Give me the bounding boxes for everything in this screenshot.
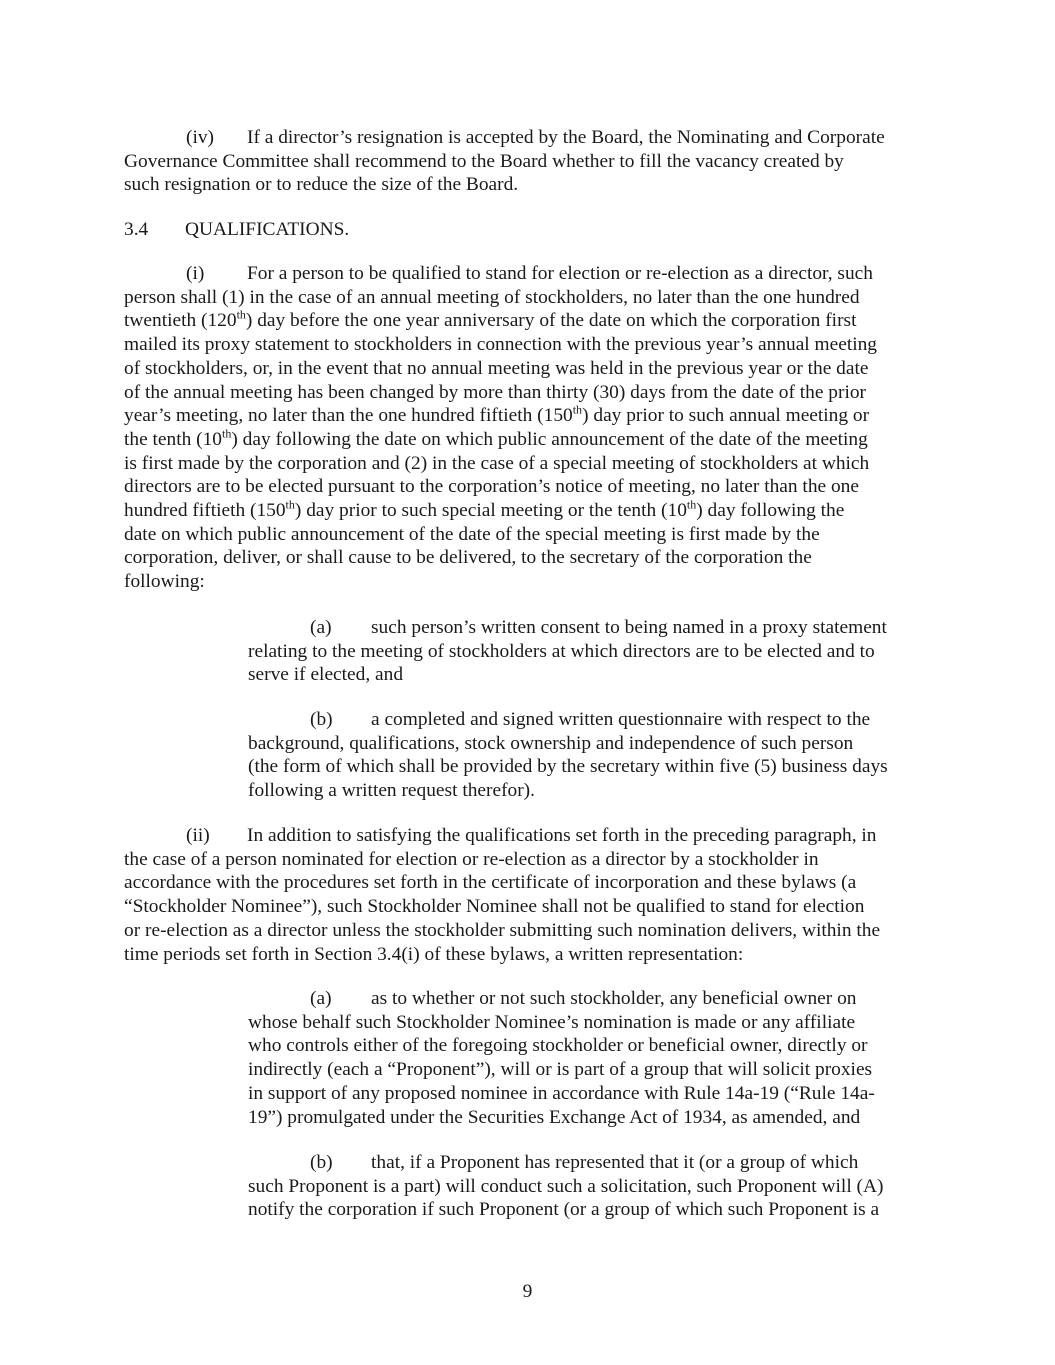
text-line: hundred fiftieth (150th) day prior to such special meeting or the tenth (10th) day following the (124, 497, 845, 522)
text-line: of stockholders, or, in the event that no annual meeting was held in the previous year or the date (124, 357, 869, 379)
text-line: accordance with the procedures set forth in the certificate of incorporation and these bylaws (a (124, 872, 857, 894)
text-line: corporation, deliver, or shall cause to be delivered, to the secretary of the corporation the (124, 547, 812, 569)
subparagraph-marker: (b) (310, 709, 333, 730)
text-line: (the form of which shall be provided by the secretary within five (5) business days (248, 756, 888, 778)
ordinal-suffix: th (285, 497, 295, 512)
ordinal-suffix: th (686, 497, 697, 512)
paragraph-marker: (i) (186, 263, 205, 284)
ordinal-suffix: th (222, 426, 232, 441)
section-heading (124, 218, 349, 242)
paragraph-marker: (iv) (186, 127, 214, 148)
text-line: a completed and signed written questionnaire with respect to the (371, 709, 871, 730)
text-line: indirectly (each a “Proponent”), will or is part of a group that will solicit proxies (248, 1059, 873, 1081)
text-line: the case of a person nominated for election or re-election as a director by a stockholder in (124, 848, 819, 870)
text-line: Governance Committee shall recommend to the Board whether to fill the vacancy created by (124, 150, 844, 172)
text-line: mailed its proxy statement to stockholders in connection with the previous year’s annual meeting (124, 334, 878, 356)
text-line: such resignation or to reduce the size of the Board. (124, 174, 519, 196)
subparagraph-ii-a (248, 987, 875, 1129)
text-line: 19”) promulgated under the Securities Exchange Act of 1934, as amended, and (248, 1106, 861, 1128)
section-number: 3.4 (124, 219, 149, 240)
text-line: following a written request therefor). (248, 780, 535, 802)
text-line: If a director’s resignation is accepted by the Board, the Nominating and Corporate (247, 127, 885, 148)
text-line: time periods set forth in Section 3.4(i) of these bylaws, a written representation: (124, 943, 744, 965)
text-line: date on which public announcement of the date of the special meeting is first made by the (124, 523, 820, 545)
text-line: such person’s written consent to being named in a proxy statement (371, 617, 887, 638)
subparagraph-i-b (248, 708, 888, 803)
paragraph-iv (124, 126, 885, 197)
text-line: For a person to be qualified to stand for election or re-election as a director, such (247, 263, 873, 284)
text-line: directors are to be elected pursuant to the corporation’s notice of meeting, no later than the one (124, 476, 859, 498)
text-line: of the annual meeting has been changed by more than thirty (30) days from the date of the prior (124, 381, 866, 403)
text-line: relating to the meeting of stockholders at which directors are to be elected and to (248, 640, 875, 662)
page-number: 9 (522, 1281, 533, 1302)
section-title: QUALIFICATIONS. (185, 219, 350, 240)
text-line: whose behalf such Stockholder Nominee’s nomination is made or any affiliate (248, 1011, 856, 1033)
text-line: or re-election as a director unless the stockholder submitting such nomination delivers, within the (124, 919, 881, 941)
subparagraph-i-a (248, 616, 887, 687)
text-line: is first made by the corporation and (2) in the case of a special meeting of stockholders at which (124, 452, 870, 474)
ordinal-suffix: th (572, 402, 583, 417)
text-line: following: (124, 571, 205, 593)
text-line: as to whether or not such stockholder, any beneficial owner on (371, 988, 857, 1009)
text-line: such Proponent is a part) will conduct such a solicitation, such Proponent will (A) (248, 1175, 884, 1197)
text-line: that, if a Proponent has represented that it (or a group of which (371, 1152, 859, 1173)
paragraph-ii (124, 824, 880, 966)
subparagraph-marker: (a) (310, 988, 332, 1009)
text-line: serve if elected, and (248, 664, 404, 686)
text-line: year’s meeting, no later than the one hundred fiftieth (150th) day prior to such annual meeting or (124, 402, 870, 427)
text-line: In addition to satisfying the qualifications set forth in the preceding paragraph, in (247, 825, 877, 846)
text-line: background, qualifications, stock ownership and independence of such person (248, 732, 854, 754)
text-line: who controls either of the foregoing stockholder or beneficial owner, directly or (248, 1035, 868, 1057)
subparagraph-marker: (b) (310, 1152, 333, 1173)
subparagraph-marker: (a) (310, 617, 332, 638)
text-line: in support of any proposed nominee in accordance with Rule 14a-19 (“Rule 14a- (248, 1082, 875, 1104)
subparagraph-ii-b (248, 1151, 883, 1222)
paragraph-marker: (ii) (186, 825, 210, 846)
ordinal-suffix: th (236, 307, 246, 322)
paragraph-i (124, 262, 877, 594)
text-line: twentieth (120th) day before the one year anniversary of the date on which the corporation first (124, 307, 857, 332)
text-line: notify the corporation if such Proponent (or a group of which such Proponent is a (248, 1199, 880, 1221)
text-line: person shall (1) in the case of an annual meeting of stockholders, no later than the one hundred (124, 286, 860, 308)
text-line: the tenth (10th) day following the date on which public announcement of the date of the meeting (124, 426, 868, 450)
text-line: “Stockholder Nominee”), such Stockholder Nominee shall not be qualified to stand for election (124, 896, 865, 918)
